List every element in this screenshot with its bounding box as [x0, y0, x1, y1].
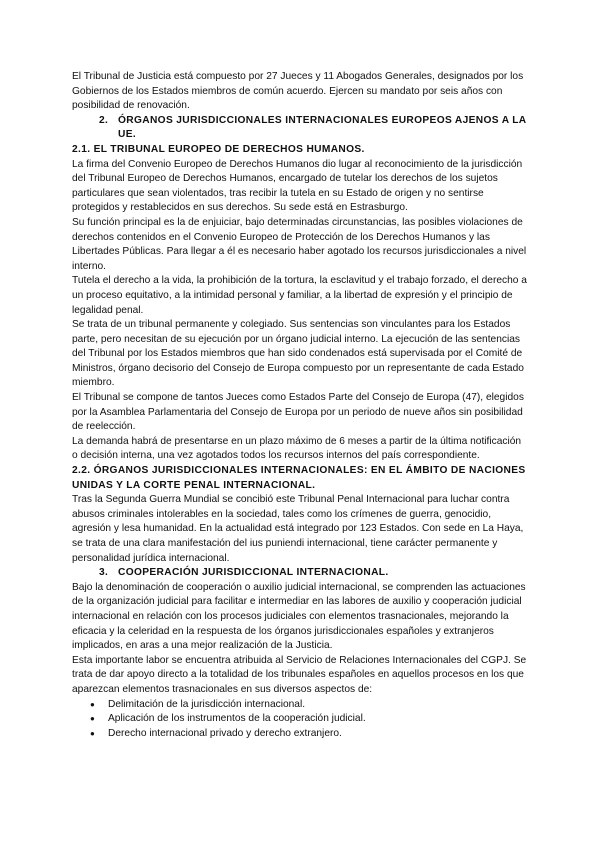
list-item — [90, 698, 528, 713]
paragraph-tribunal-permanente: Se trata de un tribunal permanente y colegiado. Sus sentencias son vinculantes para los Estados parte, pero necesitan de su ejecución por un órgano judicial interno. La ejecución de las sentencias del Tribunal por los Estados miembros que han sido condenados está supervisada por el Comité de Ministros, órgano decisorio del Consejo de Europa compuesto por un representante de cada Estado miembro. — [72, 319, 524, 389]
list-item — [90, 712, 528, 727]
paragraph-servicio: Esta importante labor se encuentra atribuida al Servicio de Relaciones Internacionales del CGPJ. Se trata de dar apoyo directo a la totalidad de los tribunales españoles en aquellos procesos en los que aparezcan elementos trasnacionales en sus diversos aspectos de: — [72, 654, 527, 695]
bullet-icon: ● — [90, 728, 95, 738]
heading-section-2-2: 2.2. ÓRGANOS JURISDICCIONALES INTERNACIONALES: EN EL ÁMBITO DE NACIONES UNIDAS Y LA CORTE PENAL INTERNACIONAL. — [72, 465, 526, 491]
bullet-list — [72, 698, 528, 742]
heading-section-2-number: 2. — [99, 114, 109, 126]
list-item-text: Delimitación de la jurisdicción internacional. — [108, 698, 306, 710]
paragraph-tribunal-justicia: El Tribunal de Justicia está compuesto por 27 Jueces y 11 Abogados Generales, designados por los Gobiernos de los Estados miembros de común acuerdo. Ejercen su mandato por seis años con posibilidad de renovación. — [72, 71, 524, 112]
heading-section-2-1: 2.1. EL TRIBUNAL EUROPEO DE DERECHOS HUMANOS. — [72, 143, 365, 155]
paragraph-demanda: La demanda habrá de presentarse en un plazo máximo de 6 meses a partir de la última notificación o decisión interna, una vez agotados todos los recursos internos del país correspondiente. — [72, 435, 522, 462]
list-item-text: Derecho internacional privado y derecho extranjero. — [108, 727, 342, 739]
paragraph-cooperacion: Bajo la denominación de cooperación o auxilio judicial internacional, se comprenden las actuaciones de la organización judicial para facilitar e intermediar en las labores de auxilio y cooperación judicial internacional en relación con los procesos judiciales con elementos trasnacionales, mejorando la eficacia y la celeridad en la respuesta de los órganos jurisdiccionales españoles y extranjeros implicados, en aras a una mejor realización de la Justicia. — [72, 581, 526, 652]
list-item-text: Aplicación de los instrumentos de la cooperación judicial. — [108, 713, 366, 725]
list-item — [90, 727, 528, 742]
heading-section-2 — [72, 114, 528, 143]
paragraph-composicion: El Tribunal se compone de tantos Jueces como Estados Parte del Consejo de Europa (47), elegidos por la Asamblea Parlamentaria del Consejo de Europa por un periodo de nueve años sin posibilidad de reelección. — [72, 392, 524, 433]
heading-section-3 — [72, 566, 528, 581]
heading-section-2-text: ÓRGANOS JURISDICCIONALES INTERNACIONALES EUROPEOS AJENOS A LA UE. — [118, 114, 527, 141]
paragraph-convenio: La firma del Convenio Europeo de Derechos Humanos dio lugar al reconocimiento de la jurisdicción del Tribunal Europeo de Derechos Humanos, encargado de tutelar los derechos de los sujetos particulares que sean violentados, tras recibir la tutela en su Estado de origen y no sentirse protegidos y restablecidos en sus derechos. Su sede está en Estrasburgo. — [72, 158, 523, 214]
paragraph-funcion: Su función principal es la de enjuiciar, bajo determinadas circunstancias, las posibles violaciones de derechos contenidos en el Convenio Europeo de Protección de los Derechos Humanos y las Libertades Públicas. Para llegar a él es necesario haber agotado los recursos jurisdiccionales a nivel interno. — [72, 216, 527, 272]
bullet-icon: ● — [90, 699, 95, 709]
heading-section-3-text: COOPERACIÓN JURISDICCIONAL INTERNACIONAL. — [118, 567, 389, 579]
bullet-icon: ● — [90, 714, 95, 724]
paragraph-tribunal-penal: Tras la Segunda Guerra Mundial se concibió este Tribunal Penal Internacional para luchar contra abusos criminales intolerables en la sociedad, tales como los crímenes de guerra, genocidio, agresión y lesa humanidad. En la actualidad está integrado por 123 Estados. Con sede en La Haya, se trata de una clara manifestación del ius puniendi internacional, tiene carácter permanente y personalidad jurídica internacional. — [72, 494, 524, 564]
document-body — [72, 70, 528, 741]
paragraph-tutela: Tutela el derecho a la vida, la prohibición de la tortura, la esclavitud y el trabajo forzado, el derecho a un proceso equitativo, a la intimidad personal y familiar, a la libertad de expresión y el principio de legalidad penal. — [72, 275, 527, 316]
heading-section-3-number: 3. — [99, 567, 109, 579]
